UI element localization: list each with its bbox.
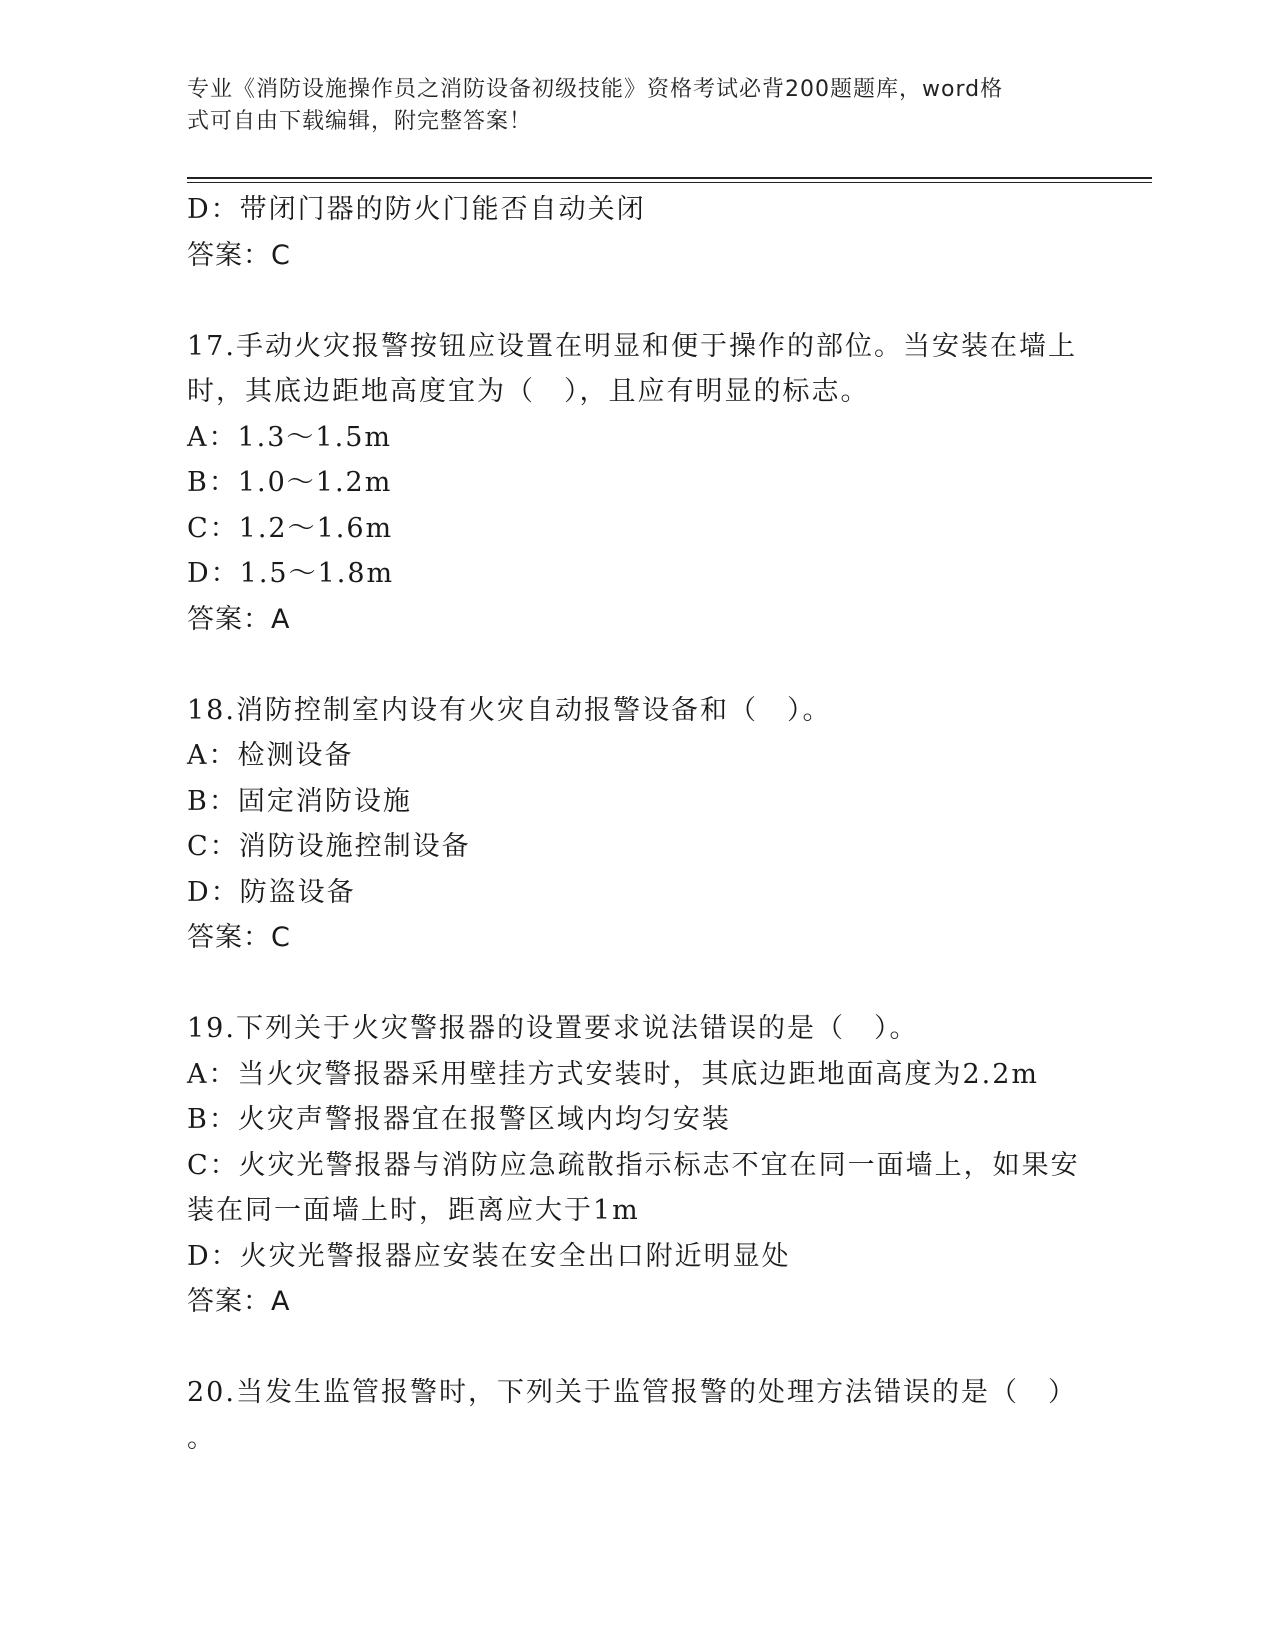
option-d-prev: D：带闭门器的防火门能否自动关闭 (187, 194, 646, 225)
option-b: B：固定消防设施 (187, 785, 412, 817)
option-c: C：火灾光警报器与消防应急疏散指示标志不宜在同一面墙上，如果安 (187, 1149, 1080, 1181)
answer: 答案：C (187, 922, 291, 953)
question-19 (187, 1006, 1087, 1325)
option-d: D：火灾光警报器应安装在安全出口附近明显处 (187, 1240, 791, 1272)
answer-prev: 答案：C (187, 239, 291, 271)
spacer (187, 961, 1087, 1007)
document-header (187, 74, 1067, 138)
question-17 (187, 324, 1087, 643)
option-c-cont: 装在同一面墙上时，距离应大于1m (187, 1195, 640, 1226)
spacer (187, 642, 1087, 688)
question-stem: 19.下列关于火灾警报器的设置要求说法错误的是（ ）。 (187, 1013, 919, 1044)
question-20 (187, 1370, 1087, 1461)
question-stem: 17.手动火灾报警按钮应设置在明显和便于操作的部位。当安装在墙上 (187, 330, 1077, 362)
option-a: A：检测设备 (187, 740, 354, 771)
question-stem-cont: 。 (187, 1422, 216, 1454)
header-divider-thick (187, 177, 1152, 179)
spacer (187, 278, 1087, 324)
question-stem: 20.当发生监管报警时，下列关于监管报警的处理方法错误的是（ ） (187, 1377, 1077, 1408)
question-stem-cont: 时，其底边距地高度宜为（ ），且应有明显的标志。 (187, 376, 870, 407)
spacer (187, 1325, 1087, 1371)
header-line-1: 专业《消防设施操作员之消防设备初级技能》资格考试必背200题题库，word格 (187, 77, 1004, 102)
header-divider-thin (187, 182, 1152, 183)
option-b: B：火灾声警报器宜在报警区域内均匀安装 (187, 1104, 731, 1135)
answer: 答案：A (187, 603, 291, 635)
option-d: D：防盗设备 (187, 876, 356, 908)
option-d: D：1.5～1.8m (187, 558, 395, 589)
option-a: A：当火灾警报器采用壁挂方式安装时，其底边距地面高度为2.2m (187, 1058, 1040, 1090)
header-line-2: 式可自由下载编辑，附完整答案！ (187, 109, 533, 134)
option-c: C：1.2～1.6m (187, 512, 394, 544)
question-list (187, 187, 1087, 1461)
option-a: A：1.3～1.5m (187, 421, 392, 453)
option-b: B：1.0～1.2m (187, 467, 393, 498)
answer: 答案：A (187, 1286, 291, 1317)
option-c: C：消防设施控制设备 (187, 831, 471, 862)
question-stem: 18.消防控制室内设有火灾自动报警设备和（ ）。 (187, 694, 832, 726)
question-18 (187, 688, 1087, 961)
